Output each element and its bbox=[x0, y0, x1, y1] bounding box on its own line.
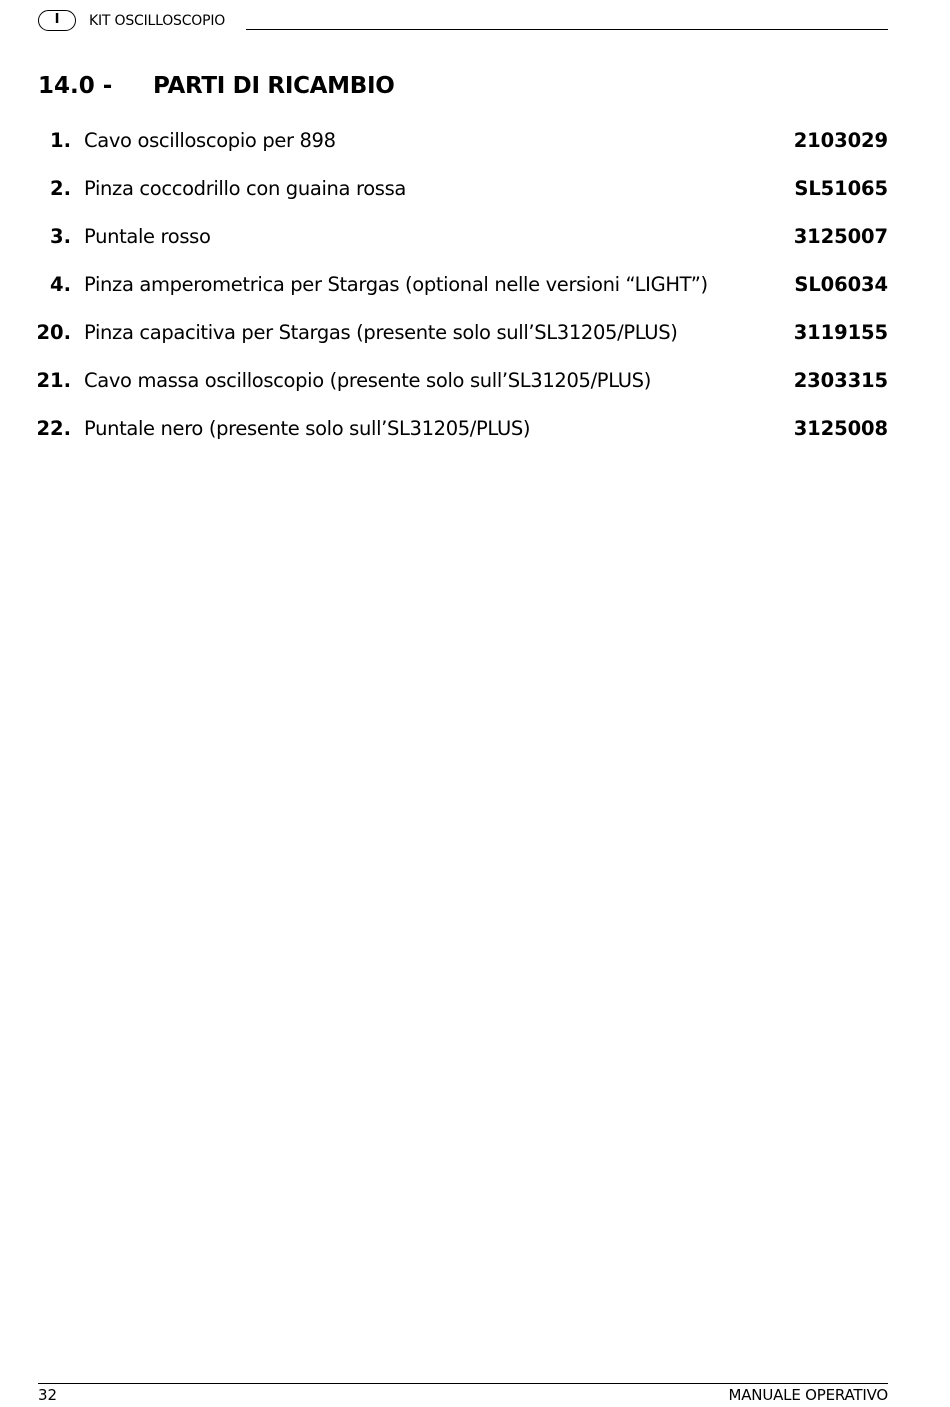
footer-title: MANUALE OPERATIVO bbox=[728, 1386, 888, 1404]
part-description: Pinza capacitiva per Stargas (presente solo sull’SL31205/PLUS) bbox=[84, 321, 678, 344]
part-code: 2103029 bbox=[793, 129, 888, 152]
language-badge: I bbox=[38, 10, 76, 31]
part-row bbox=[38, 176, 888, 224]
header-title: KIT OSCILLOSCOPIO bbox=[89, 13, 226, 29]
page-header bbox=[38, 10, 888, 34]
part-description: Puntale rosso bbox=[84, 225, 211, 248]
page-number: 32 bbox=[38, 1386, 58, 1404]
part-description: Puntale nero (presente solo sull’SL31205/PLUS) bbox=[84, 417, 531, 440]
part-index: 1. bbox=[50, 129, 71, 152]
part-description: Pinza coccodrillo con guaina rossa bbox=[84, 177, 406, 200]
part-index: 4. bbox=[50, 273, 71, 296]
part-index: 20. bbox=[36, 321, 71, 344]
part-code: 3125007 bbox=[793, 225, 888, 248]
part-row bbox=[38, 368, 888, 416]
part-description: Pinza amperometrica per Stargas (optional nelle versioni “LIGHT”) bbox=[84, 273, 708, 296]
part-code: 2303315 bbox=[793, 369, 888, 392]
part-code: 3119155 bbox=[793, 321, 888, 344]
part-row bbox=[38, 320, 888, 368]
footer-rule bbox=[38, 1383, 888, 1384]
part-index: 2. bbox=[50, 177, 71, 200]
part-index: 3. bbox=[50, 225, 71, 248]
part-description: Cavo oscilloscopio per 898 bbox=[84, 129, 336, 152]
part-code: SL51065 bbox=[794, 177, 888, 200]
part-row bbox=[38, 128, 888, 176]
part-row bbox=[38, 224, 888, 272]
part-index: 22. bbox=[36, 417, 71, 440]
header-rule bbox=[246, 29, 888, 30]
part-index: 21. bbox=[36, 369, 71, 392]
part-row bbox=[38, 272, 888, 320]
part-description: Cavo massa oscilloscopio (presente solo sull’SL31205/PLUS) bbox=[84, 369, 651, 392]
part-code: 3125008 bbox=[793, 417, 888, 440]
section-number: 14.0 - bbox=[38, 73, 113, 99]
parts-list bbox=[38, 128, 888, 464]
part-code: SL06034 bbox=[794, 273, 888, 296]
section-title: PARTI DI RICAMBIO bbox=[153, 73, 395, 99]
part-row bbox=[38, 416, 888, 464]
page-footer bbox=[38, 1383, 888, 1405]
